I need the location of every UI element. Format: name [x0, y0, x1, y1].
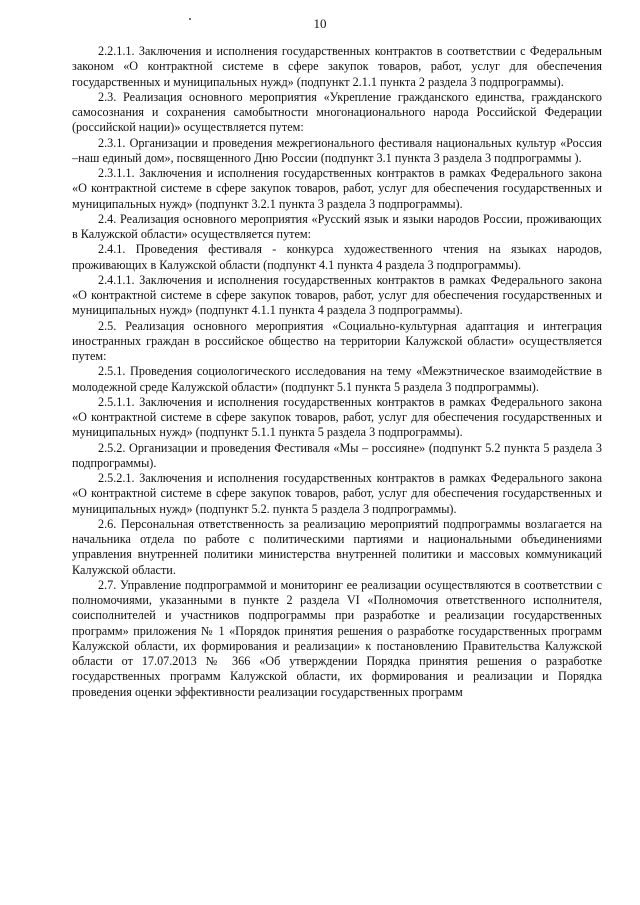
paragraph-2-5-1: 2.5.1. Проведения социологического исследования на тему «Межэтническое взаимодействие в молодежной среде Калужской области» (подпункт 5.1 пункта 5 раздела 3 подпрограммы). — [72, 364, 602, 394]
paragraph-2-3-1-1: 2.3.1.1. Заключения и исполнения государственных контрактов в рамках Федерального закона «О контрактной системе в сфере закупок товаров, работ, услуг для обеспечения государственных и муниципальных нужд» (подпункт 3.2.1 пункта 3 раздела 3 подпрограммы). — [72, 166, 602, 211]
paragraph-2-7: 2.7. Управление подпрограммой и мониторинг ее реализации осуществляются в соответствии с полномочиями, указанными в пункте 2 раздела VI «Полномочия ответственного исполнителя, соисполнителей и участников подпрограммы при разработке и реализации государственных программ» приложения № 1 «Порядок принятия решения о разработке государственных программ Калужской области, их формирования и реализации» к постановлению Правительства Калужской области от 17.07.2013 № 366 «Об утверждении Порядка принятия решения о разработке государственных программ Калужской области, их формирования и реализации и Порядка проведения оценки эффективности реализации государственных программ — [72, 577, 602, 699]
paragraph-2-6: 2.6. Персональная ответственность за реализацию мероприятий подпрограммы возлагается на начальника отдела по работе с политическими партиями и национальными объединениями управления внутренней политики министерства внутренней политики и массовых коммуникаций Калужской области. — [72, 516, 602, 577]
paragraph-2-2-1-1: 2.2.1.1. Заключения и исполнения государственных контрактов в соответствии с Федеральным законом «О контрактной системе в сфере закупок товаров, работ, услуг для обеспечения государственных и муниципальных нужд» (подпункт 2.1.1 пункта 2 раздела 3 подпрограммы). — [72, 44, 602, 89]
paragraph-2-3-1: 2.3.1. Организации и проведения межрегионального фестиваля национальных культур «Россия –наш единый дом», посвященного Дню России (подпункт 3.1 пункта 3 раздела 3 подпрограммы ). — [72, 135, 602, 165]
paragraph-2-5: 2.5. Реализация основного мероприятия «Социально-культурная адаптация и интеграция иностранных граждан в российское общество на территории Калужской области» осуществляется путем: — [72, 318, 602, 363]
document-body — [72, 44, 602, 700]
paragraph-2-4-1-1: 2.4.1.1. Заключения и исполнения государственных контрактов в рамках Федерального закона «О контрактной системе в сфере закупок товаров, работ, услуг для обеспечения государственных и муниципальных нужд» (подпункт 4.1.1 пункта 4 раздела 3 подпрограммы). — [72, 272, 602, 318]
paragraph-2-4: 2.4. Реализация основного мероприятия «Русский язык и языки народов России, проживающих в Калужской области» осуществляется путем: — [72, 211, 602, 241]
paragraph-2-5-2: 2.5.2. Организации и проведения Фестиваля «Мы – россияне» (подпункт 5.2 пункта 5 раздела 3 подпрограммы). — [72, 440, 602, 470]
paragraph-2-4-1: 2.4.1. Проведения фестиваля - конкурса художественного чтения на языках народов, проживающих в Калужской области (подпункт 4.1 пункта 4 раздела 3 подпрограммы). — [72, 242, 602, 272]
paragraph-2-5-1-1: 2.5.1.1. Заключения и исполнения государственных контрактов в рамках Федерального закона «О контрактной системе в сфере закупок товаров, работ, услуг для обеспечения государственных и муниципальных нужд» (подпункт 5.1.1 пункта 5 раздела 3 подпрограммы). — [72, 394, 602, 440]
paragraph-2-3: 2.3. Реализация основного мероприятия «Укрепление гражданского единства, гражданского самосознания и сохранения самобытности многонационального народа Российской Федерации (российской нации)» осуществляется путем: — [72, 89, 602, 135]
page-number: 10 — [313, 16, 327, 31]
paragraph-2-5-2-1: 2.5.2.1. Заключения и исполнения государственных контрактов в рамках Федерального закона «О контрактной системе в сфере закупок товаров, работ, услуг для обеспечения государственных и муниципальных нужд» (подпункт 5.2. пункта 5 раздела 3 подпрограммы). — [72, 471, 602, 516]
